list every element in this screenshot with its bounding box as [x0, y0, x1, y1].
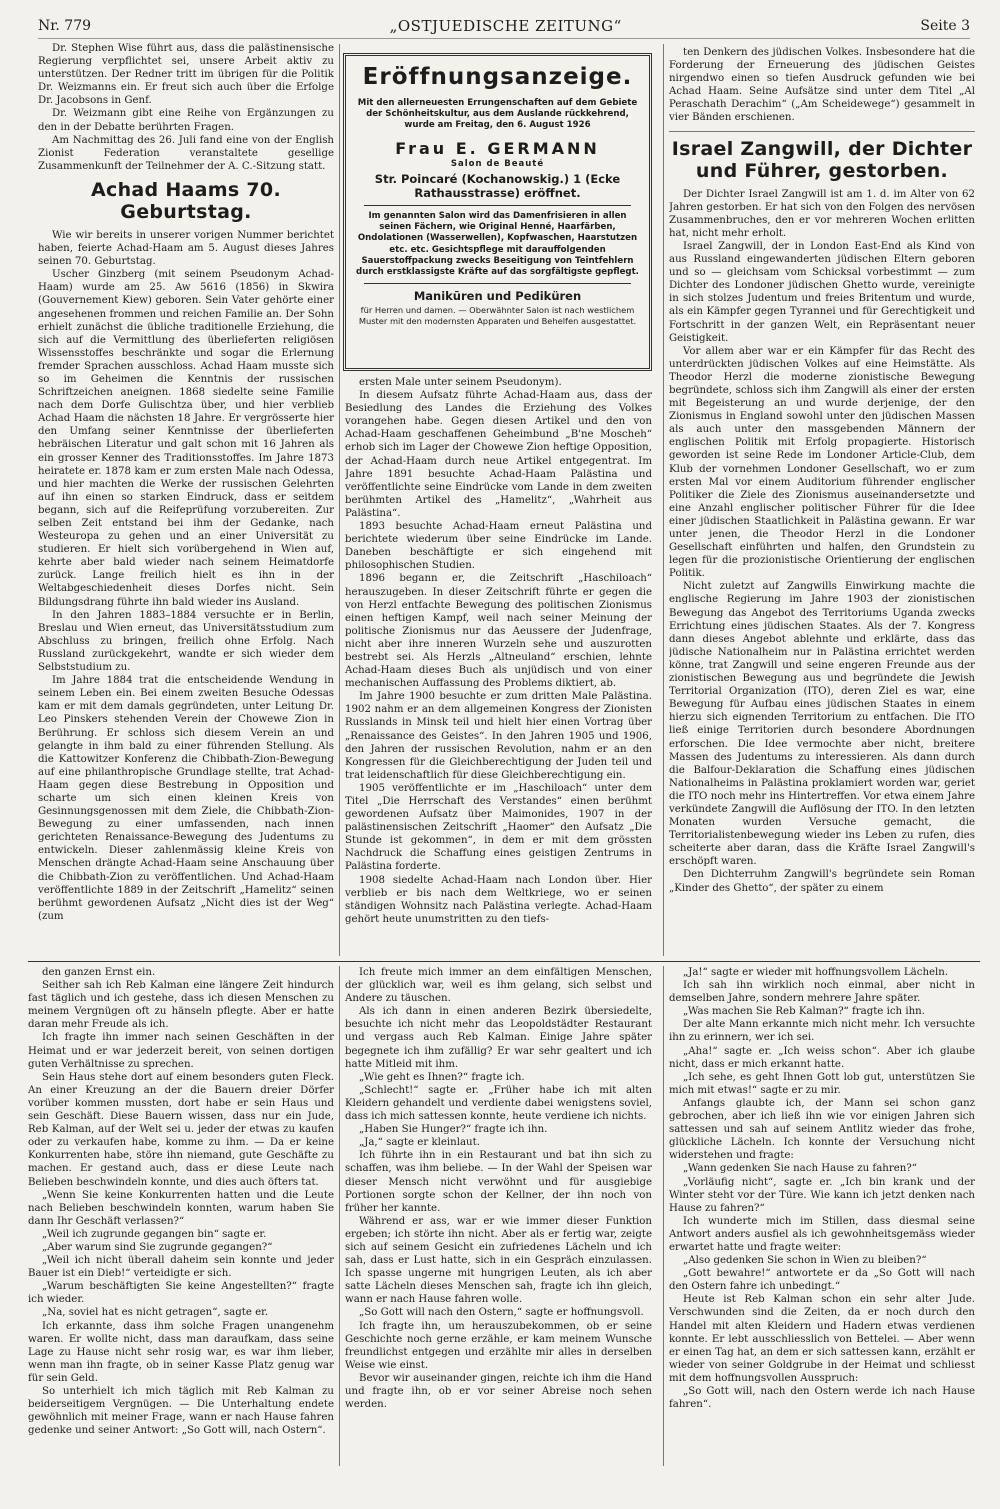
- paragraph: „Ja!“ sagte er wieder mit hoffnungsvollem Lächeln.: [683, 967, 949, 978]
- paragraph: Ich fragte ihn, um herauszubekommen, ob er seine Geschichte noch gerne erzähle, er kam meinem Wunsche freundlichst entgegen und erzählte mir alles in derselben Weise wie einst.: [345, 1320, 652, 1371]
- paragraph: 1905 veröffentlichte er im „Haschiloach“ unter dem Titel „Die Herrschaft des Verstandes“ einen berühmt gewordenen Aufsatz über Maimonides, 1907 in der palästinensischen Zeitschrift „Haomer“ den Aufsatz „Die Stunde ist gekommen“, in dem er mit dem grössten Nachdruck die Schaffung eines geistigen Zentrums in Palästina forderte.: [345, 782, 652, 873]
- column-divider: [663, 966, 664, 1466]
- paragraph: In den Jahren 1883–1884 versuchte er in Berlin, Breslau und Wien erneut, das Universitätsstudium zum Abschluss zu bringen, freilich ohne Erfolg. Nach Russland zurückgekehrt, wandte er sich wieder dem Selbststudium zu.: [38, 609, 334, 674]
- paragraph: „Also gedenken Sie schon in Wien zu bleiben?“: [683, 1255, 927, 1267]
- paragraph: Heute ist Reb Kalman schon ein sehr alter Jude. Verschwunden sind die Zeiten, da er noch durch den Handel mit alten Kleidern und Hadern etwas verdienen konnte. Er lebt ausschliesslich von Bettelei. — Aber wenn er einen Tag hat, an dem er sich sattessen kann, erzählt er wieder von seiner Goldgrube in der Heimat und schliesst mit dem hoffnungsvollen Ausspruch:: [669, 1294, 975, 1384]
- section-divider: [669, 131, 975, 132]
- paragraph: „Warum beschäftigten Sie keine Angestellten?“ fragte ich wieder.: [28, 1281, 334, 1306]
- paragraph: Dr. Weizmann gibt eine Reihe von Ergänzungen zu den in der Debatte berührten Fragen.: [38, 108, 334, 133]
- paragraph: Ich wunderte mich im Stillen, dass diesmal seine Antwort anders ausfiel als ich gewohnheitsgemäss wieder erwartet hatte und fragte weiter:: [669, 1215, 975, 1253]
- ad-divider: [364, 283, 631, 284]
- paragraph: Wie wir bereits in unserer vorigen Nummer berichtet haben, feierte Achad-Haam am 5. August dieses Jahres seinen 70. Geburtstag.: [38, 229, 334, 268]
- ad-title: Eröffnungsanzeige.: [362, 64, 633, 90]
- paragraph: 1893 besuchte Achad-Haam erneut Palästina und berichtete wiederum über seine Eindrücke im Lande. Daneben beschäftigte er sich eingehend mit philosophischen Studien.: [345, 521, 652, 572]
- article-heading-zangwill: Israel Zangwill, der Dichter und Führer, gestorben.: [671, 137, 973, 182]
- paragraph: „Weil ich zugrunde gegangen bin“ sagte er.: [42, 1228, 267, 1240]
- paragraph: Uscher Ginzberg (mit seinem Pseudonym Achad-Haam) wurde am 25. Aw 5616 (1856) in Skwira (Gouvernement Kiew) geboren. Sein Vater gehörte einer angesehenen frommen und reichen Familie an. Der Sohn erhielt zunächst die übliche traditionelle Erziehung, die sich auf die Vermittlung des überlieferten religiösen Wissensstoffes beschränkte und sogar die Erlernung fremder Sprachen ausschloss. Achad Haam musste sich so im Geheimen die Kenntnis der russischen Schriftzeichen aneignen. 1868 siedelte seine Familie nach dem Dorfe Gulischtza über, und hier verblieb Achad Haam die nächsten 18 Jahre. Er vergrösserte hier den Umfang seiner Kenntnisse der überlieferten hebräischen Literatur und galt schon mit 16 Jahren als ein grosser Kenner des Traditionsstoffes. Im Jahre 1873 heiratete er. 1878 kam er zum ersten Male nach Odessa, und hier machten die Werke der russischen Gelehrten auf ihn einen so starken Eindruck, dass er seitdem begann, sich auf die Reifeprüfung vorzubereiten. Zur selben Zeit entstand bei ihm der Gedanke, nach Westeuropa zu gehen und an einer Universität zu studieren. Er hielt sich vorübergehend in Wien auf, kehrte aber bald wieder nach seinem Heimatdorfe zurück. Lange freilich hielt es ihn in der Weltabgeschiedenheit dieses Dorfes nicht. Sein Bildungsdrang führte ihn bald wieder ins Ausland.: [38, 269, 334, 608]
- column-story-part-2: [345, 966, 652, 1466]
- ad-footer: für Herren und damen. — Oberwähnter Salon ist nach westlichem Muster mit den modernsten Apparaten und Behelfen ausgestattet.: [358, 305, 637, 326]
- paragraph: Den Dichterruhm Zangwill's begründete sein Roman „Kinder des Ghetto“, der später zu einem: [669, 869, 975, 894]
- column-story-part-1: [28, 966, 334, 1466]
- paragraph: 1908 siedelte Achad-Haam nach London über. Hier verblieb er bis nach dem Weltkriege, wo er seinen ständigen Wohnsitz nach Palästina verlegte. Achad-Haam gehört heute unumstritten zu den tiefs-: [345, 874, 652, 925]
- paragraph: Am Nachmittag des 26. Juli fand eine von der English Zionist Federation veranstaltete gesellige Zusammenkunft der Teilnehmer der A. C.-Sitzung statt.: [38, 134, 334, 172]
- paragraph: „Wenn Sie keine Konkurrenten hatten und die Leute nach Belieben beschwindeln konnten, warum haben Sie dann Ihr Geschäft verlassen?“: [28, 1189, 334, 1227]
- paragraph: Ich führte ihn in ein Restaurant und bat ihn sich zu schaffen, was ihm beliebe. — In der Wahl der Speisen war dieser Mensch nicht verwöhnt und für ausgiebige Portionen sorgte schon der Kellner, der ihn noch von früher her kannte.: [345, 1150, 652, 1214]
- paragraph: „Weil ich nicht überall daheim sein konnte und jeder Bauer ist ein Dieb!“ verteidigte er sich.: [28, 1255, 334, 1280]
- column-divider: [663, 44, 664, 956]
- article-heading-achad-haam: Achad Haams 70. Geburtstag.: [91, 178, 281, 223]
- paragraph: Vor allem aber war er ein Kämpfer für das Recht des unterdrückten jüdischen Volkes auf eine Heimstätte. Als Theodor Herzl die moderne zionistische Bewegung begründete, schloss sich ihm Zangwill als einer der ersten mit Begeisterung an und wurde derjenige, der den Zionismus in England sowohl unter den jüdischen Massen als auch unter den massgebenden Männern der englischen Politik mit Erfolg propagierte. Historisch geworden ist seine Rede im Londoner Article-Club, dem Klub der vornehmen Londoner Gesellschaft, wo er zum ersten Mal vor einem Auditorium führender englischer Politiker die Ziele des Zionismus auseinandersetzte und eine Anzahl englischer politischer Führer für die Idee einer jüdischen Staatlichkeit in Palästina gewann. Er war unter jenen, die Theodor Herzl in die Londoner Gesellschaft einführten und halfen, den Grundstein zu legen für die prozionistische Orientierung der englischen Politik.: [669, 345, 975, 580]
- paragraph: Ich freute mich immer an dem einfältigen Menschen, der glücklich war, weil es ihm gelang, sich selbst und Andere zu täuschen.: [345, 967, 652, 1005]
- ad-body: Im genannten Salon wird das Damenfrisieren in allen seinen Fächern, wie Original Henné, Haarfärben, Ondolationen (Wasserwellen), Kopfwaschen, Haarstutzen etc. etc. Gesichtspflege mit darauffolgenden Sauerstoffpackung zwecks Beseitigung von Teintfehlern durch erstklassigste Kräfte auf das sorgfältigste gepflegt.: [356, 211, 639, 278]
- paragraph: Dr. Stephen Wise führt aus, dass die palästinensische Regierung verpflichtet sei, unsere Arbeit aktiv zu unterstützen. Der Redner tritt im übrigen für die Politik Dr. Weizmanns ein. Er freut sich auch über die Erfolge Dr. Jacobsons in Genf.: [38, 43, 334, 107]
- paragraph: Im Jahre 1900 besuchte er zum dritten Male Palästina. 1902 nahm er an dem allgemeinen Kongress der Zionisten Russlands in Minsk teil und hielt hier einen Vortrag über „Renaissance des Geistes“. In den Jahren 1905 und 1906, den Jahren der russischen Revolution, nahm er an den Kongressen für die Gleichberechtigung der Juden teil und trat leidenschaftlich für diese Gleichberechtigung ein.: [345, 691, 652, 781]
- paragraph: So unterhielt ich mich täglich mit Reb Kalman zu beiderseitigem Vergnügen. — Die Unterhaltung endete gewöhnlich mit meiner Frage, wann er nach Hause fahren gedenke und seiner Antwort: „So Gott will, nach Ostern“.: [28, 1386, 334, 1437]
- paragraph: „So Gott will, nach den Ostern werde ich nach Hause fahren“.: [669, 1386, 975, 1411]
- paragraph: „Was machen Sie Reb Kalman?“ fragte ich ihn.: [683, 1006, 925, 1018]
- page-number: Seite 3: [920, 18, 970, 34]
- ad-services: Manikūren und Pediküren: [413, 289, 582, 304]
- paragraph: „Na, soviel hat es nicht getragen“, sagte er.: [42, 1307, 269, 1319]
- column-achad-haam-continued: [345, 376, 652, 954]
- section-divider: [28, 961, 980, 962]
- paragraph: den ganzen Ernst ein.: [42, 967, 156, 978]
- ad-divider: [364, 205, 631, 206]
- ad-address: Str. Poincaré (Kochanowskig.) 1 (Ecke Rathausstrasse) eröffnet.: [374, 172, 621, 200]
- column-divider: [339, 966, 340, 1466]
- paragraph: „Haben Sie Hunger?“ fragte ich ihn.: [359, 1124, 548, 1136]
- paragraph: Israel Zangwill, der in London East-End als Kind von aus Russland eingewanderten jüdischen Eltern geboren und so — gleichsam vom Schicksal vorbestimmt — zum Dichter des Londoner jüdischen Ghetto wurde, vereinigte in sich stolzes Judentum und freies Britentum und wurde, als ein Kämpfer gegen Tyrannei und für Gerechtigkeit und Fortschritt in der ganzen Welt, ein Repräsentant neuer Geistigkeit.: [669, 240, 975, 344]
- paragraph: „Ja,“ sagte er kleinlaut.: [359, 1137, 480, 1149]
- paragraph: Als ich dann in einen anderen Bezirk übersiedelte, besuchte ich nicht mehr das Leopoldstädter Restaurant und vergass auch Reb Kalman. Einige Jahre später begegnete ich ihm zufällig? Er war sehr gealtert und ich hatte Mitleid mit ihm.: [345, 1006, 652, 1070]
- paragraph: Nicht zuletzt auf Zangwills Einwirkung machte die englische Regierung im Jahre 1903 der zionistischen Bewegung das Angebot des Territoriums Uganda zwecks Errichtung eines jüdischen Staates. Als der 7. Kongress dann dieses Angebot ablehnte und erklärte, dass das jüdische Nationalheim nur in Palästina errichtet werden könne, trat Zangwill und seine engeren Freunde aus der zionistischen Bewegung aus und begründete die Jewish Territorial Organization (ITO), deren Ziel es war, eine Bewegung für Aufbau eines jüdischen Staates in einem hierzu sich eignenden Territorium zu entfachen. Die ITO ließ einige Territorien durch besondere Abordnungen erforschen. Die Idee vermochte aber nicht, breitere Massen des Judentums zu interessieren. Als dann durch die Balfour-Deklaration die Schaffung eines jüdischen Nationalheims in Palästina proklamiert worden war, geriet die ITO noch mehr ins Hintertreffen. Vor etwa einem Jahre verkündete Zangwill die Auflösung der ITO. In den letzten Monaten wurden Versuche gemacht, die Territorialistenbewegung wieder ins Leben zu rufen, dies scheiterte aber daran, dass die Kräfte Israel Zangwill's erschöpft waren.: [669, 581, 975, 868]
- paragraph: „Wie geht es Ihnen?“ fragte ich.: [359, 1071, 525, 1083]
- page-header: [38, 14, 970, 39]
- paragraph: Anfangs glaubte ich, der Mann sei schon ganz gebrochen, aber ich ließ ihn wie vor einigen Jahren sich sattessen und sah auf seinem Antlitz wieder das frohe, glückliche Lächeln. Ich konnte der Versuchung nicht widerstehen und fragte:: [669, 1097, 975, 1162]
- paragraph: „Gott bewahre!“ antwortete er da „So Gott will nach den Ostern fahre ich unbedingt.“: [669, 1268, 975, 1293]
- paragraph: Ich sah ihn wirklich noch einmal, aber nicht in demselben Jahre, sondern mehrere Jahre später.: [669, 980, 975, 1005]
- paragraph: Seither sah ich Reb Kalman eine längere Zeit hindurch fast täglich und ich gestehe, dass ich diesen Menschen zu meinem Vergnügen oft zu hänseln pflegte. Aber er hatte daran mehr Freude als ich.: [28, 980, 334, 1031]
- column-divider: [339, 44, 340, 956]
- paragraph: ten Denkern des jüdischen Volkes. Insbesondere hat die Forderung der Erneuerung des jüdischen Geistes nirgendwo einen so tiefen Ausdruck gefunden wie bei Achad Haam. Seine Aufsätze sind unter dem Titel „Al Peraschath Derachim“ („Am Scheidewege“) gesammelt in vier Bänden erschienen.: [669, 47, 975, 124]
- opening-advertisement: [343, 53, 652, 371]
- paragraph: „Wann gedenken Sie nach Hause zu fahren?“: [683, 1163, 917, 1175]
- paragraph: „Ich sehe, es geht Ihnen Gott lob gut, unterstützen Sie mich mit etwas!“ sagte er zu mir.: [669, 1071, 975, 1096]
- paragraph: „Schlecht!“ sagte er. „Früher habe ich mit alten Kleidern gehandelt und verdiente dabei wenigstens soviel, dass ich mich sattessen konnte, heute verdiene ich nichts.: [345, 1084, 652, 1123]
- paragraph: „Vorläufig nicht“, sagte er. „Ich bin krank und der Winter steht vor der Türe. Wie kann ich jetzt denken nach Hause zu fahren?“: [669, 1176, 975, 1214]
- paragraph: In diesem Aufsatz führte Achad-Haam aus, dass der Besiedlung des Landes die Erziehung des Volkes vorangehen habe. Gegen diesen Artikel und den von Achad-Haam geschaffenen Geheimbund „B'ne Moscheh“ erhob sich im Lager der Chowewe Zion heftige Opposition, der Achad-Haam durch neue Artikel entgegentrat. Im Jahre 1891 besuchte Achad-Haam Palästina und veröffentlichte seine Eindrücke vom Lande in dem zweiten berühmten Artikel des „Hamelitz“, „Wahrheit aus Palästina“.: [345, 390, 652, 519]
- paragraph: „Aber warum sind Sie zugrunde gegangen?“: [42, 1241, 273, 1253]
- ad-intro: Mit den allerneuesten Errungenschaften auf dem Gebiete der Schönheitskultur, aus dem Auslande rückkehrend, wurde am Freitag, den 6. August 1926: [357, 98, 638, 130]
- column-story-part-3: [669, 966, 975, 1466]
- paragraph: Sein Haus stehe dort auf einem besonders guten Fleck. An einer Kreuzung an der die Bauern dreier Dörfer vorüber kommen mussten, dort habe er sein Haus und sein Geschäft. Diese Bauern wissen, dass nur ein Jude, Reb Kalman, auf der Welt sei u. jeder der etwas zu kaufen oder zu verkaufen habe, komme zu ihm. — Da er keine Konkurrenten habe, störe ihn niemand, gute Geschäfte zu machen. Er gestand auch, dass er diese Leute nach Belieben beschwindeln konnte, und dies auch öfters tat.: [28, 1071, 334, 1188]
- paragraph: Während er ass, war er wie immer dieser Funktion ergeben; ich störte ihn nicht. Aber als er fertig war, zeigte sich auf seinem Gesicht ein zufriedenes Lächeln und ich sah, dass er Lust hatte, sich in ein Gespräch einzulassen. Ich spasse ungerne mit hungrigen Leuten, als ich aber satte Lächeln dieses Menschen sah, fragte ich ihn gleich, wann er nach Hause fahren wolle.: [345, 1215, 652, 1306]
- issue-number: Nr. 779: [38, 18, 92, 34]
- paragraph: 1896 begann er, die Zeitschrift „Haschiloach“ herauszugeben. In dieser Zeitschrift führte er gegen die von Herzl entfachte Bewegung des politischen Zionismus einen heftigen Kampf, weil nach seiner Meinung der politische Zionismus nur das Aeussere der Judenfrage, nicht aber ihre inneren Wurzeln sehe und auszurotten bestrebt sei. Als Herzls „Altneuland“ erschien, lehnte Achad-Haam dieses Buch als unjüdisch und von einer mechanischen Auffassung des Problems diktiert, ab.: [345, 573, 652, 690]
- column-zangwill: [669, 46, 975, 954]
- paragraph: Ich fragte ihn immer nach seinen Geschäften in der Heimat und er war jederzeit bereit, von seinen dortigen guten Verhältnisse zu sprechen.: [28, 1032, 334, 1070]
- paragraph: „So Gott will nach den Ostern,“ sagte er hoffnungsvoll.: [359, 1307, 644, 1319]
- paragraph: Ich erkannte, dass ihm solche Fragen unangenehm waren. Er wollte nicht, dass man daraufkam, dass seine Lage zu Hause nicht sehr rosig war, es war ihm lieber, wenn man ihn fragte, ob in seiner Kasse Platz genug war für sein Geld.: [28, 1320, 334, 1384]
- ad-salon-name: Salon de Beauté: [450, 159, 545, 169]
- paragraph: ersten Male unter seinem Pseudonym).: [359, 377, 562, 388]
- paragraph: Der Dichter Israel Zangwill ist am 1. d. im Alter von 62 Jahren gestorben. Er hat sich von den Folgen des nervösen Zusammenbruches, den er vor mehreren Wochen erlitten hat, nicht mehr erholt.: [669, 188, 975, 239]
- paragraph: „Aha!“ sagte er. „Ich weiss schon“. Aber ich glaube nicht, dass er mich erkannt hatte.: [669, 1045, 975, 1070]
- newspaper-title: „OSTJUEDISCHE ZEITUNG“: [389, 17, 622, 35]
- column-achad-haam: [38, 42, 334, 954]
- ad-owner-name: Frau E. GERMANN: [395, 139, 600, 158]
- paragraph: Bevor wir auseinander gingen, reichte ich ihm die Hand und fragte ihn, ob er vor seiner Abreise noch sehen werden.: [345, 1372, 652, 1411]
- paragraph: Der alte Mann erkannte mich nicht mehr. Ich versuchte ihn zu erinnern, wer ich sei.: [669, 1019, 975, 1044]
- paragraph: Im Jahre 1884 trat die entscheidende Wendung in seinem Leben ein. Bei einem zweiten Besuche Odessas kam er mit dem damals gegründeten, unter Leitung Dr. Leo Pinskers stehenden Verein der Chowewe Zion in Berührung. Er schloss sich diesem Verein an und gelangte in ihm bald zu einer führenden Stellung. Als die Kattowitzer Konferenz die Chibbath-Zion-Bewegung auf eine philanthropische Grundlage stellte, trat Achad-Haam gegen diese Bestrebung in Opposition und scharte um sich einen kleinen Kreis von Gesinnungsgenossen mit dem Ziele, die Chibbath-Zion-Bewegung zu einer umfassenden, nach innen gerichteten Renaissance-Bewegung des Judentums zu entwickeln. Dieser zahlenmässig kleine Kreis von Menschen drängte Achad-Haam seine Anschauung über die Chibbath-Zion zu veröffentlichen. Und Achad-Haam veröffentlichte 1889 in der Zeitschrift „Hamelitz“ seinen berühmt gewordenen Aufsatz „Nicht dies ist der Weg“ (zum: [38, 675, 334, 922]
